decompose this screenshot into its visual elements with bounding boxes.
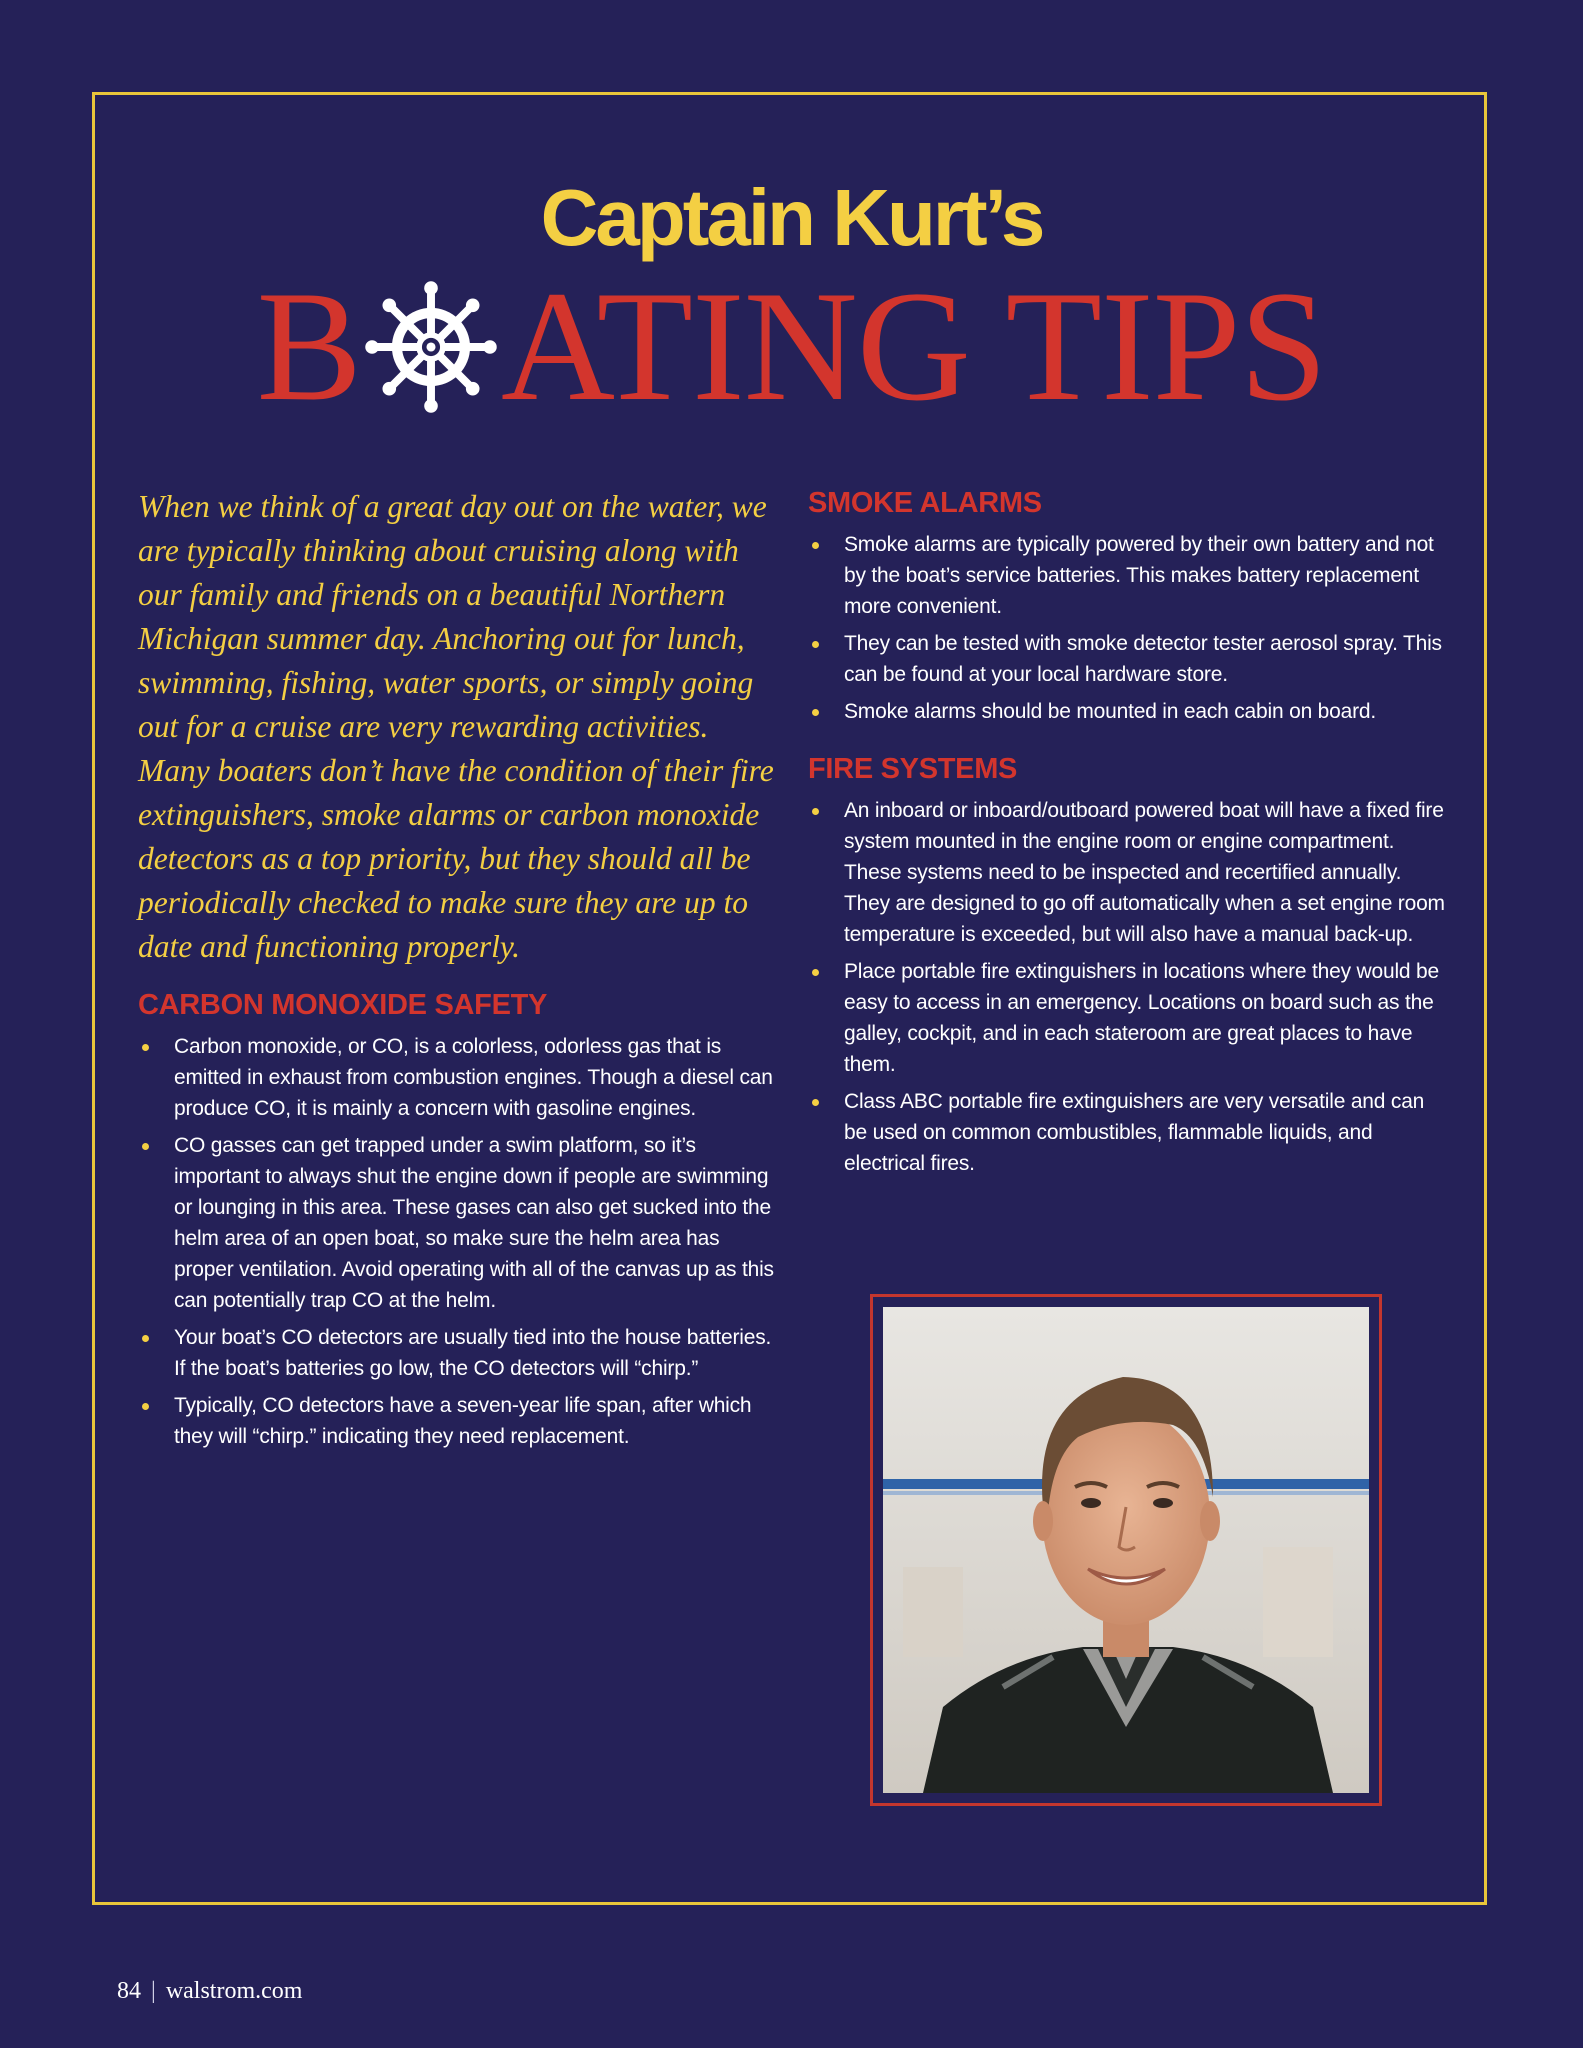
header-kicker: Captain Kurt’s bbox=[540, 173, 1043, 262]
list-item: An inboard or inboard/outboard powered boat will have a fixed fire system mounted in the engine room or engine compartment. These systems need to be inspected and recertified annually. They are designed to go off automatically when a set engine room temperature is exceeded, but will also have a manual back-up. bbox=[808, 795, 1448, 950]
smoke-section-title: SMOKE ALARMS bbox=[808, 487, 1042, 519]
footer-website-link[interactable]: walstrom.com bbox=[165, 1978, 303, 2004]
list-item: Smoke alarms are typically powered by their own battery and not by the boat’s service batteries. This makes battery replacement more convenient. bbox=[808, 529, 1448, 622]
list-item: Smoke alarms should be mounted in each cabin on board. bbox=[808, 696, 1448, 727]
portrait-photo bbox=[883, 1307, 1369, 1793]
right-column bbox=[808, 485, 1448, 1185]
title-text-ating-tips: ATING TIPS bbox=[500, 259, 1327, 434]
list-item: CO gasses can get trapped under a swim platform, so it’s important to always shut the engine down if people are swimming or lounging in this area. These gases can also get sucked into the helm area of an open boat, so make sure the helm area has proper ventilation. Avoid operating with all of the canvas up as this can potentially trap CO at the helm. bbox=[138, 1130, 778, 1316]
co-section-title: CARBON MONOXIDE SAFETY bbox=[138, 989, 548, 1021]
left-column bbox=[138, 485, 778, 1458]
portrait-photo-frame bbox=[870, 1294, 1382, 1806]
list-item: Carbon monoxide, or CO, is a colorless, odorless gas that is emitted in exhaust from combustion engines. Though a diesel can produce CO, it is mainly a concern with gasoline engines. bbox=[138, 1031, 778, 1124]
page-footer bbox=[117, 1978, 302, 2005]
co-list bbox=[138, 1031, 778, 1452]
list-item: Place portable fire extinguishers in locations where they would be easy to access in an emergency. Locations on board such as the galley, cockpit, and in each stateroom are great places to have them. bbox=[808, 956, 1448, 1080]
fire-section-title: FIRE SYSTEMS bbox=[808, 753, 1018, 785]
list-item: Class ABC portable fire extinguishers are very versatile and can be used on common combustibles, flammable liquids, and electrical fires. bbox=[808, 1086, 1448, 1179]
list-item: They can be tested with smoke detector tester aerosol spray. This can be found at your local hardware store. bbox=[808, 628, 1448, 690]
list-item: Typically, CO detectors have a seven-year life span, after which they will “chirp.” indicating they need replacement. bbox=[138, 1390, 778, 1452]
list-item: Your boat’s CO detectors are usually tied into the house batteries. If the boat’s batteries go low, the CO detectors will “chirp.” bbox=[138, 1322, 778, 1384]
title-letter-b: B bbox=[256, 259, 361, 434]
intro-paragraph: When we think of a great day out on the water, we are typically thinking about cruising along with our family and friends on a beautiful Northern Michigan summer day. Anchoring out for lunch, swimming, fishing, water sports, or simply going out for a cruise are very rewarding activities. Many boaters don’t have the condition of their fire extinguishers, smoke alarms or carbon monoxide detectors as a top priority, but they should all be periodically checked to make sure they are up to date and functioning properly. bbox=[138, 489, 774, 964]
fire-list bbox=[808, 795, 1448, 1179]
footer-separator: | bbox=[151, 1978, 156, 2004]
page-title bbox=[0, 259, 1583, 434]
ship-wheel-icon bbox=[363, 279, 499, 415]
smoke-list bbox=[808, 529, 1448, 727]
page-number: 84 bbox=[117, 1978, 141, 2004]
